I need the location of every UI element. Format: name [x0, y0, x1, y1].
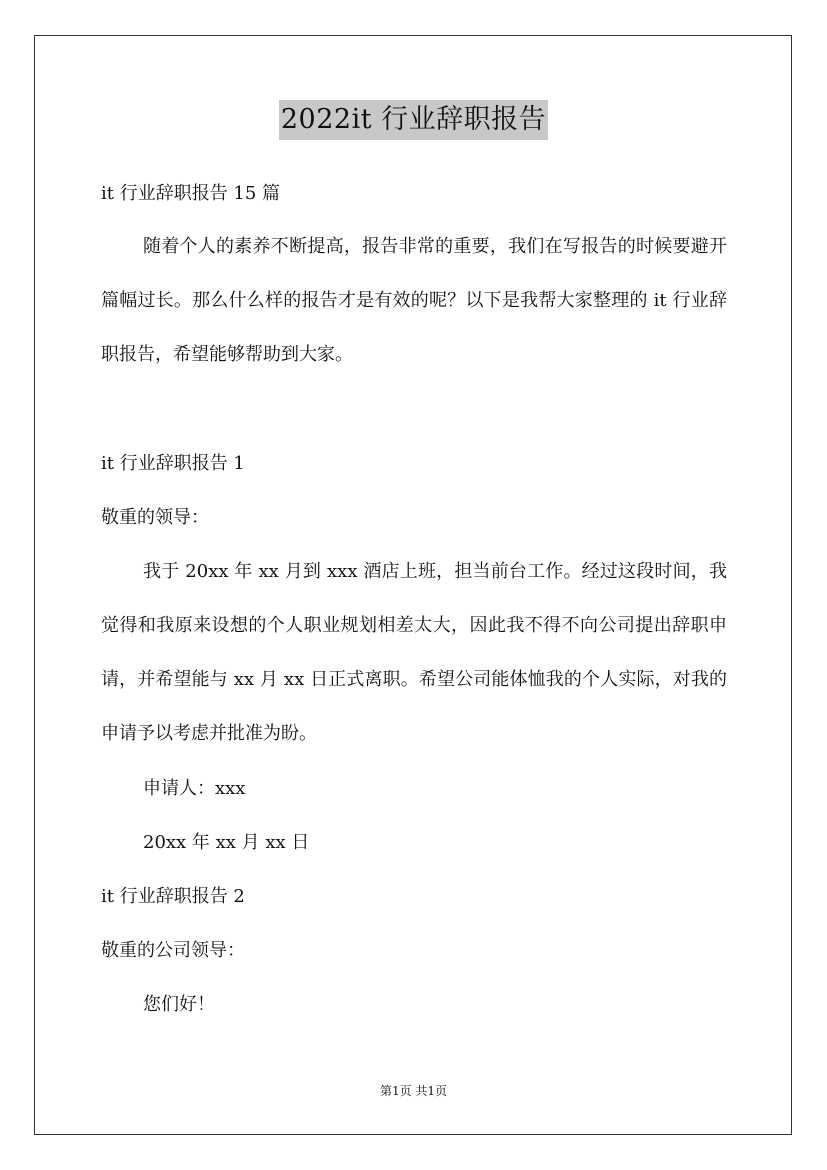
intro-paragraph: 随着个人的素养不断提高，报告非常的重要，我们在写报告的时候要避开篇幅过长。那么什么样的报告才是有效的呢？以下是我帮大家整理的 it 行业辞职报告，希望能够帮助到大家。: [101, 236, 727, 365]
report1-heading: it 行业辞职报告 1: [101, 453, 245, 474]
report2-heading: it 行业辞职报告 2: [101, 886, 245, 907]
report1-applicant: 申请人：xxx: [143, 778, 246, 799]
report2-salutation: 您们好！: [143, 994, 215, 1015]
title-container: [0, 100, 827, 140]
report1-greeting: 敬重的领导：: [101, 507, 209, 528]
report1-body: 我于 20xx 年 xx 月到 xxx 酒店上班，担当前台工作。经过这段时间，我觉得和我原来设想的个人职业规划相差太大，因此我不得不向公司提出辞职申请，并希望能与 xx 月 xx 日正式离职。希望公司能体恤我的个人实际，对我的申请予以考虑并批准为盼。: [101, 561, 727, 744]
page-footer: 第1页 共1页: [379, 1084, 448, 1098]
report2-greeting: 敬重的公司领导：: [101, 940, 245, 961]
document-title: 2022it 行业辞职报告: [279, 100, 548, 140]
document-subtitle: it 行业辞职报告 15 篇: [101, 183, 281, 204]
report1-date: 20xx 年 xx 月 xx 日: [143, 832, 310, 853]
